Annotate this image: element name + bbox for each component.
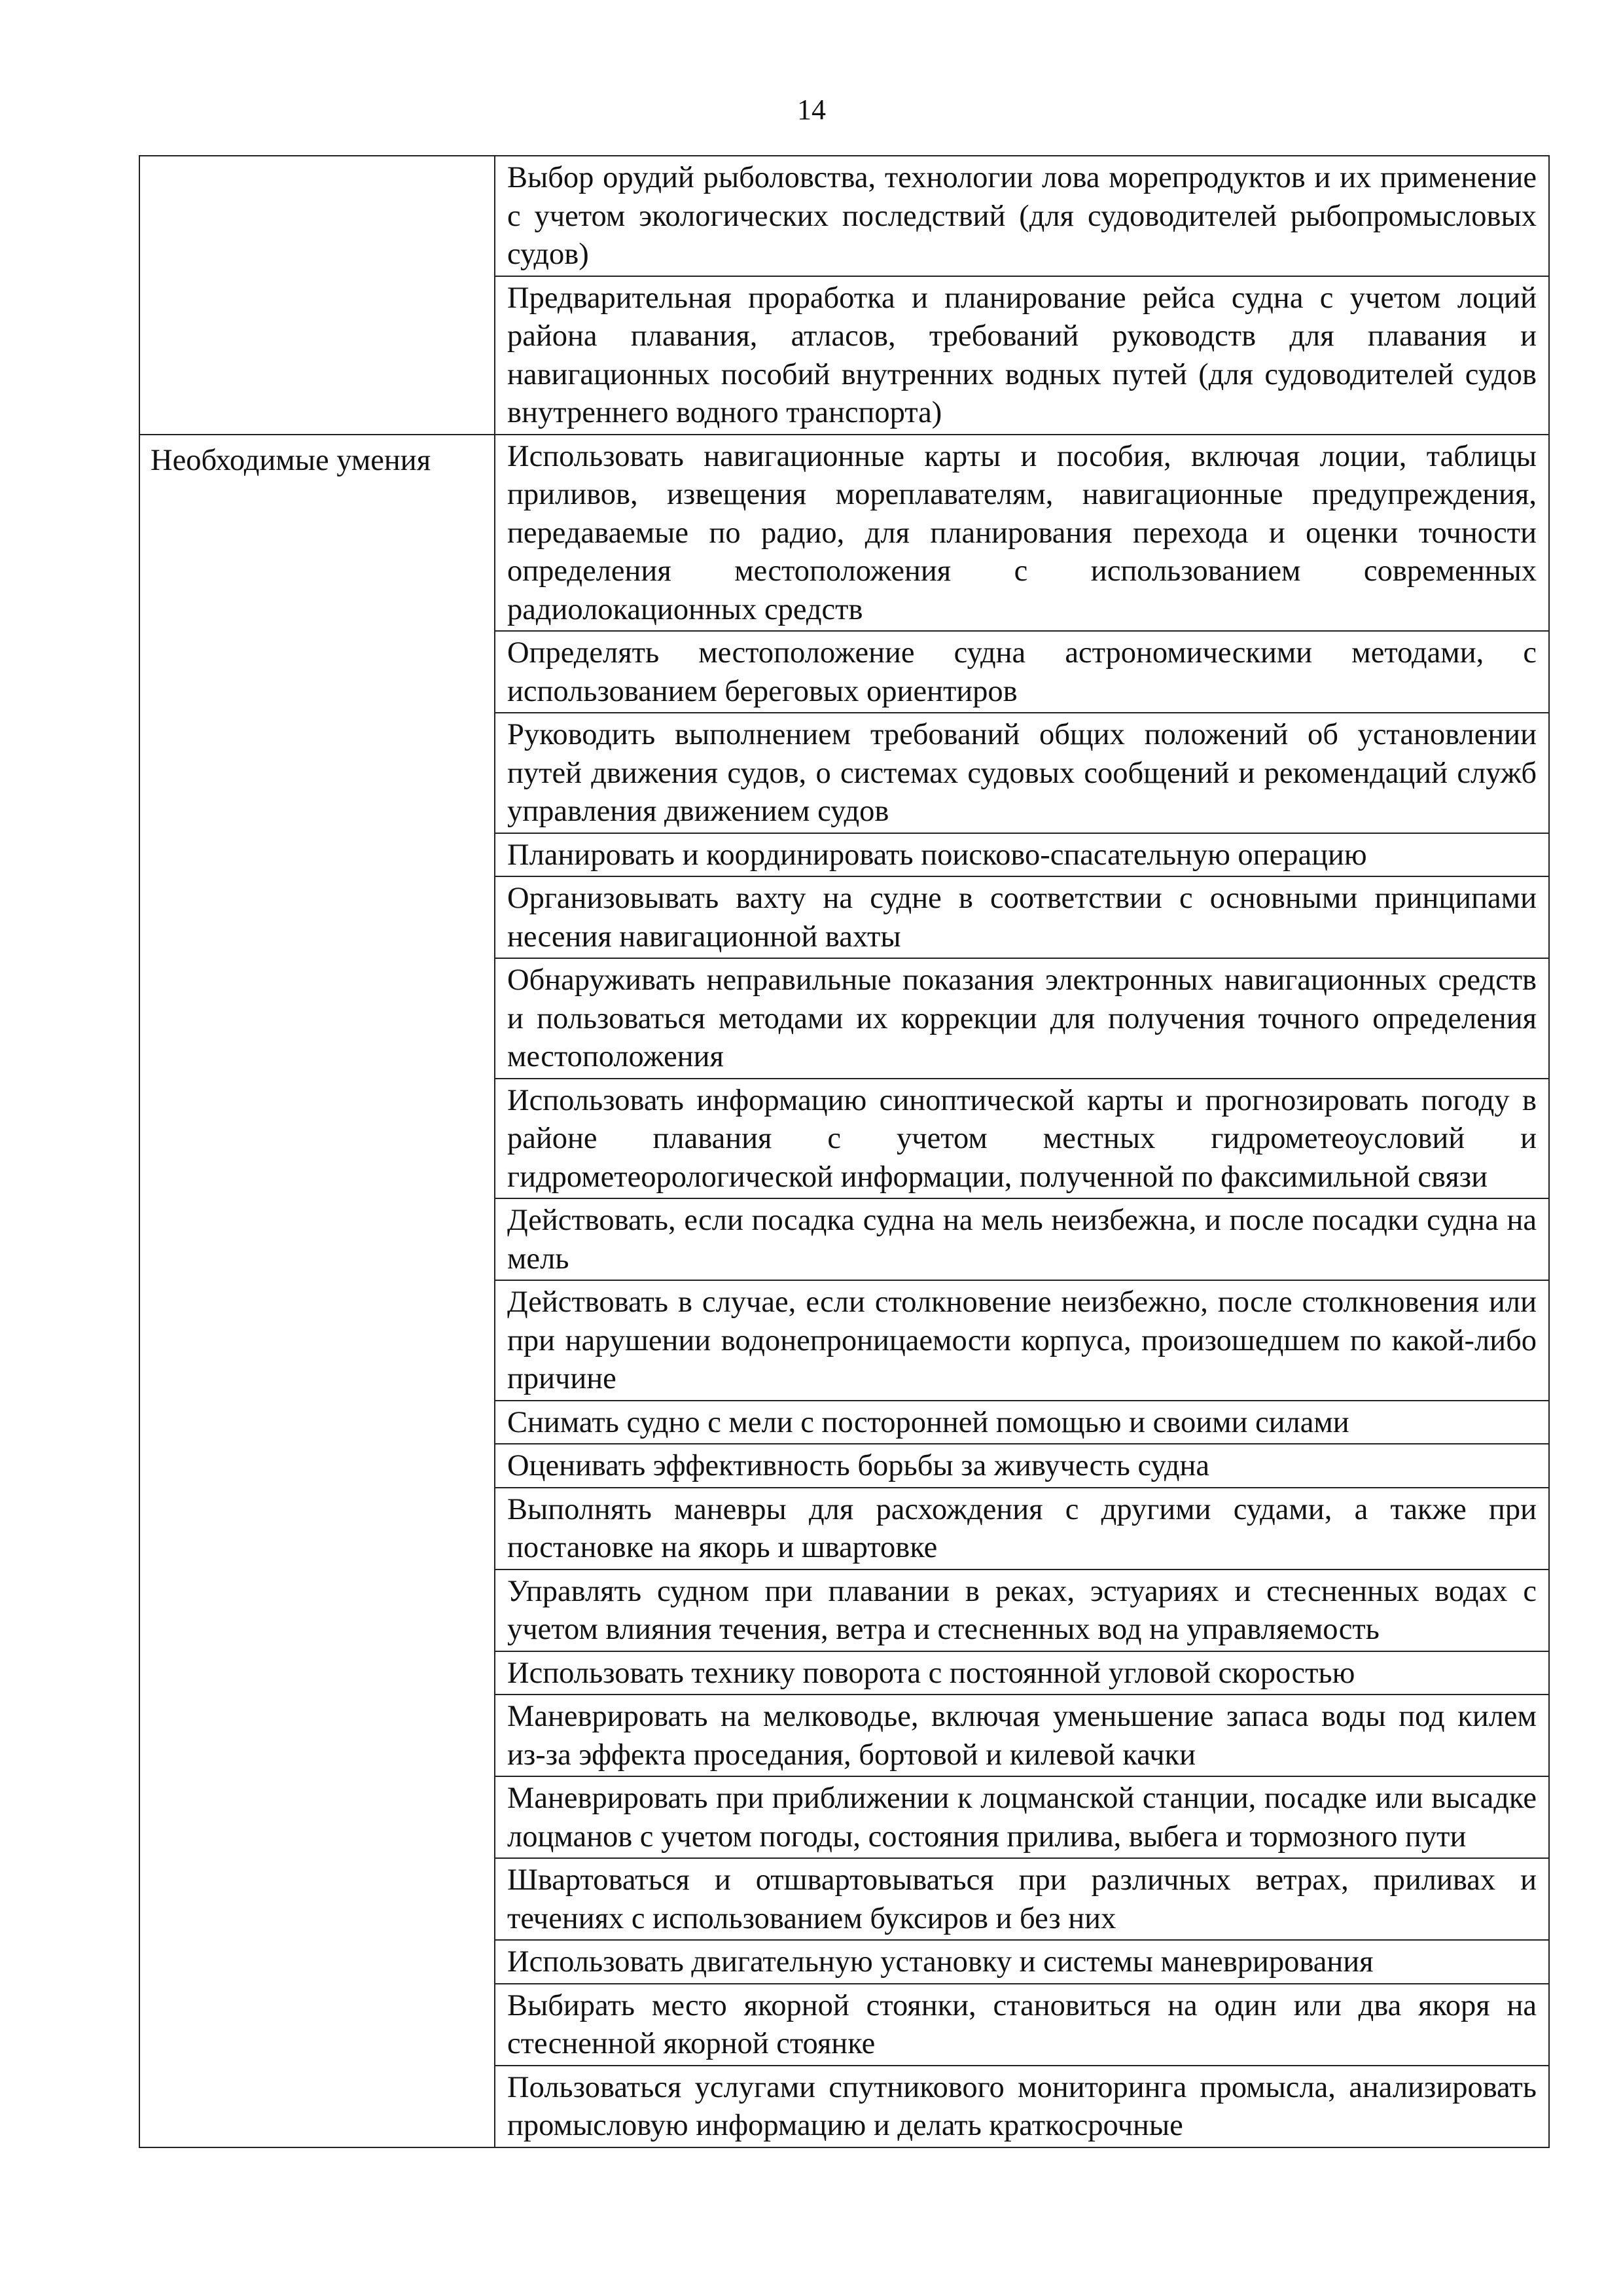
skill-item: Оценивать эффективность борьбы за живучесть судна [495,1444,1549,1488]
skill-item: Маневрировать при приближении к лоцманской станции, посадке или высадке лоцманов с учетом погоды, состояния прилива, выбега и тормозного пути [495,1776,1549,1858]
skill-item: Использовать технику поворота с постоянной угловой скоростью [495,1651,1549,1695]
knowledge-item: Предварительная проработка и планирование рейса судна с учетом лоций района плавания, атласов, требований руководств для плавания и навигационных пособий внутренних водных путей (для судоводителей судов внутреннего водного транспорта) [495,276,1549,435]
table-row [139,435,1549,632]
skill-item: Организовывать вахту на судне в соответствии с основными принципами несения навигационной вахты [495,876,1549,958]
skills-label: Необходимые умения [139,435,495,2147]
skill-item: Выполнять маневры для расхождения с другими судами, а также при постановке на якорь и швартовке [495,1488,1549,1570]
page-number: 14 [797,94,826,126]
skill-item: Швартоваться и отшвартовываться при различных ветрах, приливах и течениях с использованием буксиров и без них [495,1858,1549,1940]
skill-item: Снимать судно с мели с посторонней помощью и своими силами [495,1401,1549,1444]
skill-item: Действовать, если посадка судна на мель неизбежна, и после посадки судна на мель [495,1198,1549,1280]
skill-item: Использовать информацию синоптической карты и прогнозировать погоду в районе плавания с учетом местных гидрометеоусловий и гидрометеорологической информации, полученной по факсимильной связи [495,1079,1549,1199]
table-row [139,156,1549,276]
competency-table [139,155,1550,2148]
skill-item: Определять местоположение судна астрономическими методами, с использованием береговых ориентиров [495,631,1549,713]
knowledge-item: Выбор орудий рыболовства, технологии лова морепродуктов и их применение с учетом экологических последствий (для судоводителей рыбопромысловых судов) [495,156,1549,276]
skill-item: Обнаруживать неправильные показания электронных навигационных средств и пользоваться методами их коррекции для получения точного определения местоположения [495,958,1549,1079]
skill-item: Использовать навигационные карты и пособия, включая лоции, таблицы приливов, извещения мореплавателям, навигационные предупреждения, передаваемые по радио, для планирования перехода и оценки точности определения местоположения с использованием современных радиолокационных средств [495,435,1549,632]
skill-item: Маневрировать на мелководье, включая уменьшение запаса воды под килем из-за эффекта проседания, бортовой и килевой качки [495,1695,1549,1776]
skill-item: Пользоваться услугами спутникового мониторинга промысла, анализировать промысловую информацию и делать краткосрочные [495,2066,1549,2147]
skill-item: Управлять судном при плавании в реках, эстуариях и стесненных водах с учетом влияния течения, ветра и стесненных вод на управляемость [495,1570,1549,1651]
knowledge-label-cell [139,156,495,435]
skill-item: Планировать и координировать поисково-спасательную операцию [495,833,1549,877]
skill-item: Руководить выполнением требований общих положений об установлении путей движения судов, о системах судовых сообщений и рекомендаций служб управления движением судов [495,713,1549,833]
skill-item: Выбирать место якорной стоянки, становиться на один или два якоря на стесненной якорной стоянке [495,1984,1549,2066]
skill-item: Действовать в случае, если столкновение неизбежно, после столкновения или при нарушении водонепроницаемости корпуса, произошедшем по какой-либо причине [495,1280,1549,1401]
skill-item: Использовать двигательную установку и системы маневрирования [495,1940,1549,1984]
